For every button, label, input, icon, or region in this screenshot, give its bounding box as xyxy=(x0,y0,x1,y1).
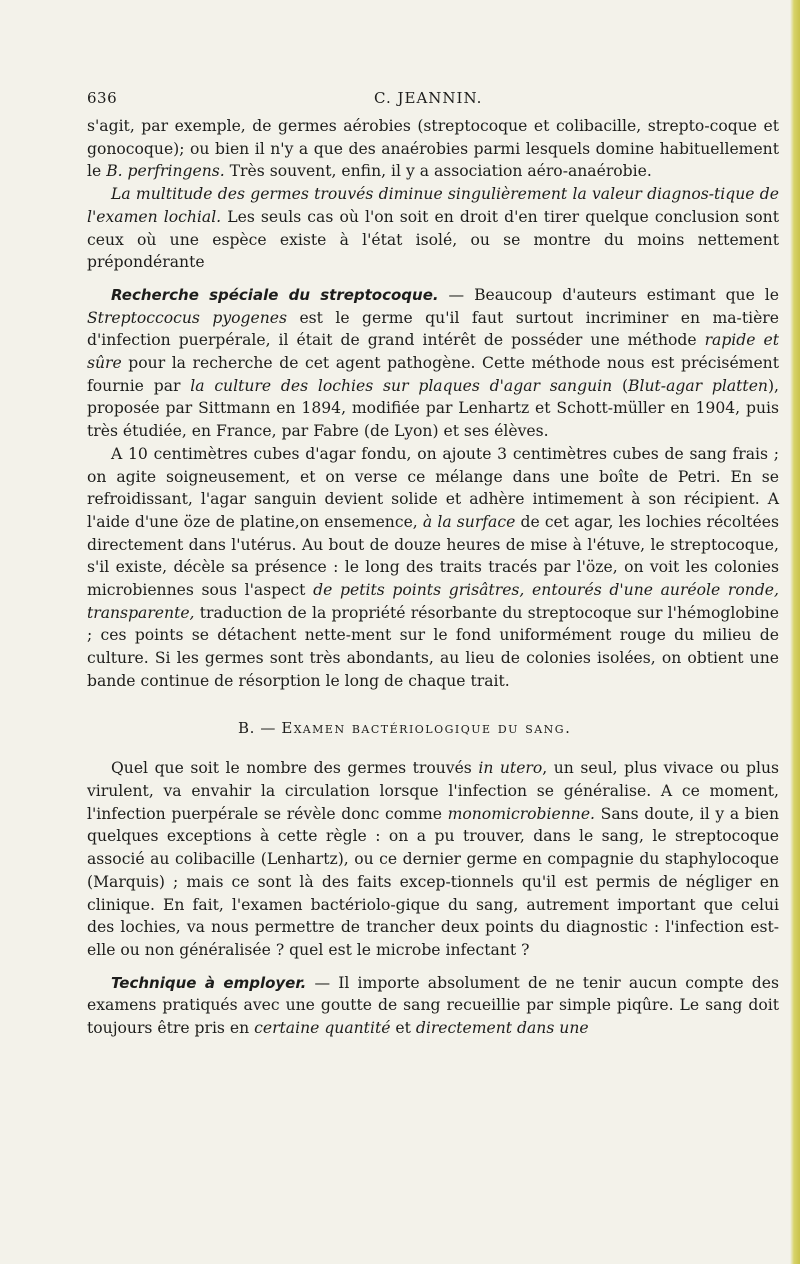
paragraph-6: Technique à employer. — Il importe absolument de ne tenir aucun compte des examens pratiqués avec une goutte de sang recueillie par simple piqûre. Le sang doit toujours être pris en certaine quantité et directement dans une xyxy=(87,973,779,1038)
page-number: 636 xyxy=(87,89,118,107)
section-title: Examen bactériologique du sang. xyxy=(281,718,572,737)
paragraph-3: Recherche spéciale du streptocoque. — Beaucoup d'auteurs estimant que le Streptoccocus pyogenes est le germe qu'il faut surtout incriminer en ma-tière d'infection puerpérale, il était de grand intérêt de posséder une méthode rapide et sûre pour la recherche de cet agent pathogène. Cette méthode nous est précisément fournie par la culture des lochies sur plaques d'agar sanguin (Blut-agar platten), proposée par Sittmann en 1894, modifiée par Lenhartz et Schott-müller en 1904, puis très étudiée, en France, par Fabre (de Lyon) et ses élèves. xyxy=(87,285,780,441)
page-edge-shadow xyxy=(790,0,800,1264)
paragraph-1: s'agit, par exemple, de germes aérobies (streptocoque et colibacille, strepto-coque et gonocoque); ou bien il n'y a que des anaérobies parmi lesquels domine habituellement le B. perfringens. Très souvent, enfin, il y a association aéro-anaérobie. xyxy=(87,117,779,181)
paragraph-4: A 10 centimètres cubes d'agar fondu, on ajoute 3 centimètres cubes de sang frais ; on agite soigneusement, et on verse ce mélange dans une boîte de Petri. En se refroidissant, l'agar sanguin devient solide et adhère intimement à son récipient. A l'aide d'une öze de platine,on ensemence, à la surface de cet agar, les lochies récoltées directement dans l'utérus. Au bout de douze heures de mise à l'étuve, le streptocoque, s'il existe, décèle sa présence : le long des traits tracés par l'öze, on voit les colonies microbiennes sous l'aspect de petits points grisâtres, entourés d'une auréole ronde, transparente, traduction de la propriété résorbante du streptocoque sur l'hémoglobine ; ces points se détachent nette-ment sur le fond uniformément rouge du milieu de culture. Si les germes sont très abondants, au lieu de colonies isolées, on obtient une bande continue de résorption le long de chaque trait. xyxy=(87,444,780,690)
section-heading: B. — Examen bactériologique du sang. xyxy=(238,718,572,737)
page-header xyxy=(87,89,779,111)
running-title: C. JEANNIN. xyxy=(374,89,483,107)
body-text xyxy=(87,115,779,1040)
subheading-technique: Technique à employer. xyxy=(111,973,307,992)
subheading-streptocoque: Recherche spéciale du streptocoque. xyxy=(111,285,439,304)
paragraph-5: Quel que soit le nombre des germes trouvés in utero, un seul, plus vivace ou plus virulent, va envahir la circulation lorsque l'infection se généralise. A ce moment, l'infection puerpérale se révèle donc comme monomicrobienne. Sans doute, il y a bien quelques exceptions à cette règle : on a pu trouver, dans le sang, le streptocoque associé au colibacille (Lenhartz), ou ce dernier germe en compagnie du staphylocoque (Marquis) ; mais ce sont là des faits excep-tionnels qu'il est permis de négliger en clinique. En fait, l'examen bactériolo-gique du sang, autrement important que celui des lochies, va nous permettre de trancher deux points du diagnostic : l'infection est-elle ou non généralisée ? quel est le microbe infectant ? xyxy=(87,759,779,959)
paragraph-2: La multitude des germes trouvés diminue singulièrement la valeur diagnos-tique de l'examen lochial. Les seuls cas où l'on soit en droit d'en tirer quelque conclusion sont ceux où une espèce existe à l'état isolé, ou se montre du moins nettement prépondérante xyxy=(87,185,779,272)
